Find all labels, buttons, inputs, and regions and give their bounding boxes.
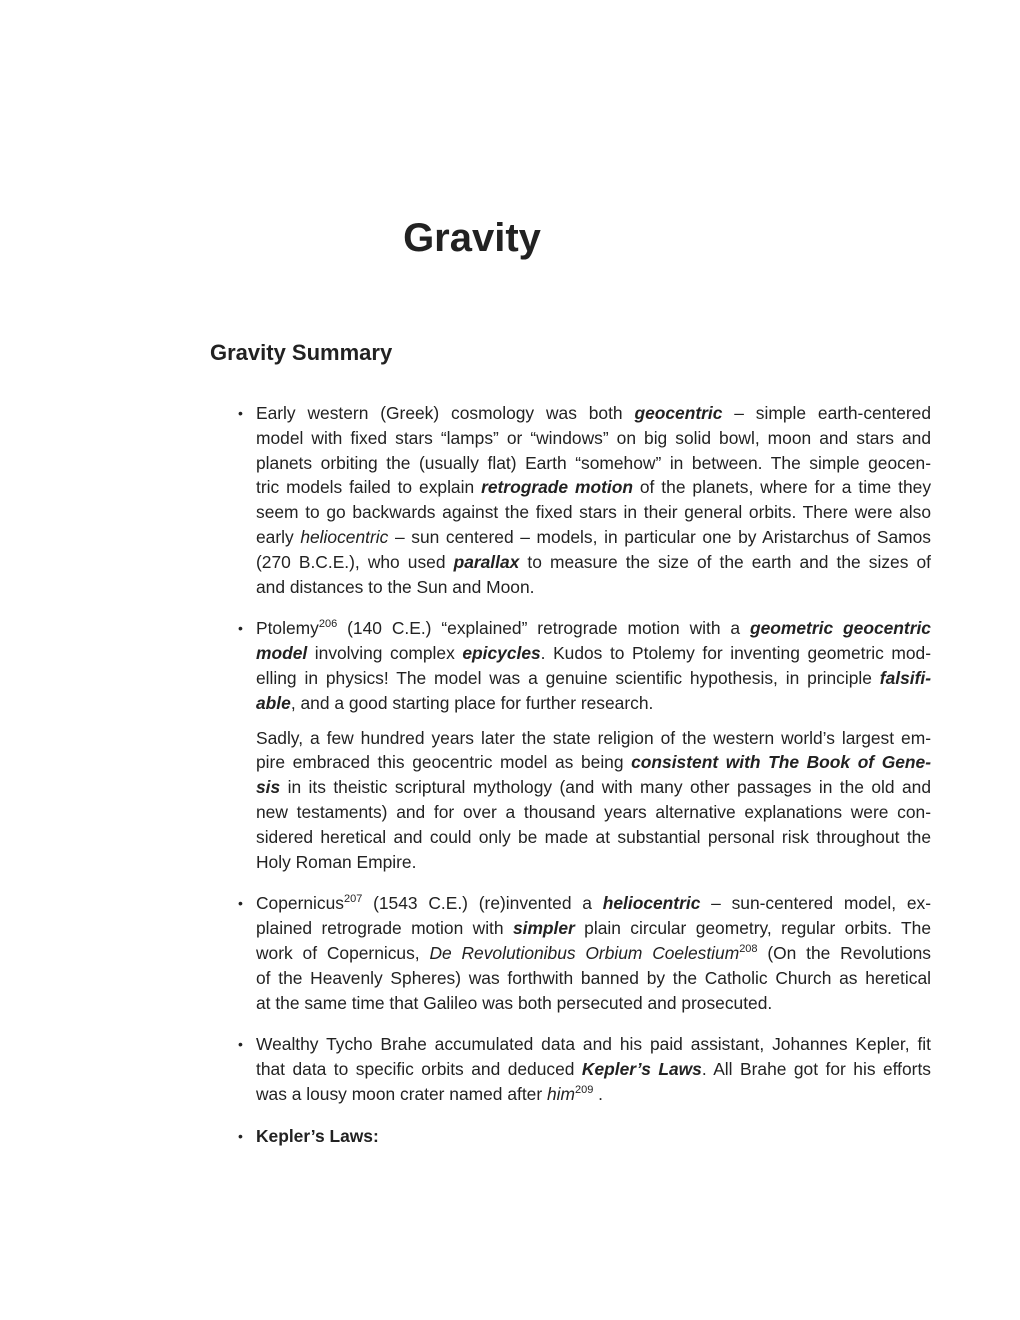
text-run: .	[593, 1083, 604, 1104]
text-run: – simple earth-centered	[722, 403, 932, 423]
text-run: early	[256, 526, 301, 547]
text-line	[256, 916, 931, 941]
page-title: Gravity	[403, 216, 541, 260]
text-line	[256, 426, 931, 451]
text-run: – sun centered – models, in particular one by Aristarchus of Samos	[388, 526, 931, 547]
emphasis-text: parallax	[453, 551, 520, 572]
text-run: Sadly, a few hundred years later the state religion of the western world’s largest em-	[256, 727, 931, 748]
emphasis-text: model	[256, 643, 308, 664]
text-run: model with fixed stars “lamps” or “windows” on big solid bowl, moon and stars and	[256, 427, 931, 448]
emphasis-text: De Revolutionibus Orbium Coelestium	[429, 942, 740, 963]
text-line	[256, 550, 931, 575]
footnote-ref: 207	[343, 893, 363, 906]
text-run: seem to go backwards against the fixed stars in their general orbits. There were also	[256, 502, 931, 523]
text-line	[256, 691, 931, 716]
bullet-icon: •	[238, 895, 243, 912]
text-line	[256, 575, 931, 600]
text-run: of the Heavenly Spheres) was forthwith banned by the Catholic Church as heretical	[256, 967, 931, 988]
text-run: . All Brahe got for his efforts	[701, 1059, 932, 1080]
emphasis-text: consistent with The Book of Gene-	[631, 752, 931, 773]
text-line	[256, 750, 931, 775]
text-run: planets orbiting the (usually flat) Earth “somehow” in between. The simple geocen-	[256, 452, 931, 473]
bullet-item	[238, 891, 932, 1015]
text-line	[256, 991, 931, 1016]
text-run: Ptolemy	[256, 618, 319, 639]
paragraph	[256, 726, 931, 875]
bullet-icon: •	[238, 1127, 243, 1144]
text-run: tric models failed to explain	[256, 477, 482, 498]
text-run: to measure the size of the earth and the sizes of	[519, 551, 931, 572]
section-heading: Gravity Summary	[210, 340, 393, 365]
bullet-item	[238, 1124, 931, 1149]
text-run: (1543 C.E.) (re)invented a	[362, 893, 603, 914]
text-line	[256, 401, 931, 426]
text-run: elling in physics! The model was a genuine scientific hypothesis, in principle	[256, 667, 880, 688]
text-line	[256, 891, 931, 916]
text-line	[256, 966, 931, 991]
text-line	[256, 941, 931, 966]
text-line	[256, 451, 931, 476]
text-run: that data to specific orbits and deduced	[256, 1059, 582, 1080]
text-run: Wealthy Tycho Brahe accumulated data and his paid assistant, Johannes Kepler, fit	[256, 1034, 931, 1055]
bullet-item	[238, 401, 932, 599]
emphasis-text: Kepler’s Laws:	[256, 1125, 379, 1146]
text-run: Copernicus	[256, 893, 344, 914]
bullet-icon: •	[238, 405, 243, 421]
emphasis-text: falsifi-	[879, 667, 931, 688]
emphasis-text: heliocentric	[602, 893, 701, 914]
emphasis-text: geometric geocentric	[750, 618, 931, 639]
text-run: . Kudos to Ptolemy for inventing geometric mod-	[540, 643, 931, 664]
emphasis-text: simpler	[512, 918, 575, 939]
text-line	[256, 641, 931, 666]
text-run: involving complex	[307, 643, 463, 664]
text-run: work of Copernicus,	[256, 942, 430, 963]
text-run: new testaments) and for over a thousand years alternative explanations were con-	[256, 801, 931, 822]
text-run: plained retrograde motion with	[256, 918, 513, 939]
text-line	[256, 1032, 931, 1057]
text-line	[256, 850, 931, 875]
text-run: of the planets, where for a time they	[632, 477, 932, 498]
emphasis-text: geocentric	[634, 403, 723, 423]
text-line	[256, 1057, 931, 1082]
emphasis-text: heliocentric	[300, 526, 389, 547]
text-line	[256, 616, 931, 641]
text-line	[256, 800, 931, 825]
emphasis-text: retrograde motion	[481, 477, 633, 498]
bullet-icon: •	[238, 1036, 243, 1053]
emphasis-text: Kepler’s Laws	[581, 1059, 702, 1080]
bullet-item	[238, 616, 931, 715]
bullet-icon: •	[238, 620, 243, 637]
text-line	[256, 1124, 931, 1149]
footnote-ref: 206	[318, 618, 338, 631]
text-run: , and a good starting place for further research.	[290, 692, 654, 713]
footnote-ref: 208	[739, 942, 758, 955]
emphasis-text: epicycles	[462, 643, 541, 664]
emphasis-text: able	[256, 692, 291, 713]
text-run: Early western (Greek) cosmology was both	[256, 403, 635, 423]
summary-body	[238, 401, 932, 1166]
text-run: pire embraced this geocentric model as being	[256, 752, 632, 773]
text-line	[256, 825, 931, 850]
text-run: in its theistic scriptural mythology (and with many other passages in the old and	[280, 777, 931, 798]
bullet-item	[238, 1032, 932, 1106]
text-run: (140 C.E.) “explained” retrograde motion with a	[337, 618, 750, 639]
text-line	[256, 726, 931, 751]
text-run: Holy Roman Empire.	[256, 851, 417, 872]
text-run: plain circular geometry, regular orbits. The	[574, 918, 931, 939]
text-line	[256, 775, 931, 800]
text-run: at the same time that Galileo was both persecuted and prosecuted.	[256, 992, 773, 1013]
text-line	[256, 500, 931, 525]
emphasis-text: him	[546, 1083, 575, 1104]
text-line	[256, 666, 931, 691]
text-run: and distances to the Sun and Moon.	[256, 576, 535, 597]
text-line	[256, 1082, 931, 1107]
text-run: (On the Revolutions	[757, 942, 932, 963]
text-run: was a lousy moon crater named after	[256, 1083, 547, 1104]
footnote-ref: 209	[574, 1083, 594, 1096]
text-run: (270 B.C.E.), who used	[256, 551, 454, 572]
text-line	[256, 525, 931, 550]
text-line	[256, 475, 931, 500]
text-run: sidered heretical and could only be made at substantial personal risk throughout the	[256, 826, 931, 847]
emphasis-text: sis	[256, 777, 281, 798]
text-run: – sun-centered model, ex-	[700, 893, 931, 914]
